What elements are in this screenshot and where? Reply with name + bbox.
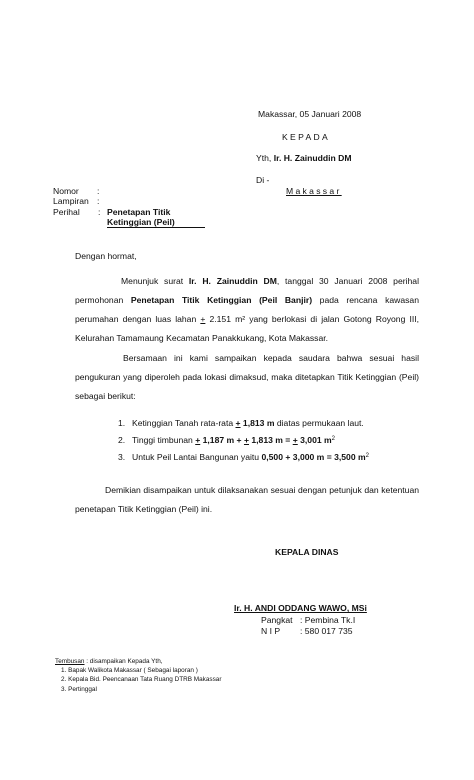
perihal-label: Perihal: [53, 207, 80, 217]
list-item: 3. Untuk Peil Lantai Bangunan yaitu 0,500 + 3,000 m = 3,500 $m^2$: [118, 452, 369, 462]
tembusan-item: 2. Kepala Bid. Peencanaan Tata Ruang DTRB Makassar: [61, 676, 222, 684]
signature-title: KEPALA DINAS: [275, 547, 339, 557]
paragraph-3: Demikian disampaikan untuk dilaksanakan sesuai dengan petunjuk dan ketentuan penetapan Titik Ketinggian (Peil) ini.: [75, 485, 419, 514]
tembusan-header: Tembusan : disampaikan Kepada Yth,: [55, 658, 163, 665]
peil-list: [118, 418, 369, 469]
perihal-colon: :: [98, 207, 101, 217]
list-item: 2. Tinggi timbunan + 1,187 m + + 1,813 m = + 3,001 $m^2$: [118, 435, 336, 445]
recipient-name: Ir. H. Zainuddin DM: [273, 153, 352, 163]
yth-prefix: Yth,: [256, 153, 272, 163]
nip-label: N I P: [261, 626, 281, 636]
city-name: Makassar: [286, 186, 342, 196]
tembusan-block: [55, 657, 221, 694]
tembusan-item: 3. Pertinggal: [61, 685, 97, 693]
pangkat-label: Pangkat: [261, 615, 293, 625]
list-item: 1. Ketinggian Tanah rata-rata + 1,813 m diatas permukaan laut.: [118, 418, 364, 428]
tembusan-item: 1. Bapak Walikota Makassar ( Sebagai laporan ): [61, 667, 198, 675]
kepada-heading: KEPADA: [282, 132, 331, 142]
nip-value: : 580 017 735: [300, 626, 353, 636]
paragraph-2: Bersamaan ini kami sampaikan kepada saudara bahwa sesuai hasil pengukuran yang diperoleh pada lokasi dimaksud, maka ditetapkan Titik Ketinggian (Peil) sebagai berikut:: [75, 353, 419, 401]
lampiran-label: Lampiran: [53, 196, 89, 206]
place-date: Makassar, 05 Januari 2008: [258, 109, 362, 119]
recipient-line: [256, 153, 352, 163]
nomor-label: Nomor: [53, 186, 79, 196]
di-label: Di -: [256, 175, 270, 185]
salutation: Dengan hormat,: [75, 251, 137, 261]
nomor-colon: :: [97, 186, 100, 196]
pangkat-value: : Pembina Tk.I: [300, 615, 356, 625]
signature-name: Ir. H. ANDI ODDANG WAWO, MSi: [234, 603, 367, 613]
perihal-line2: Ketinggian (Peil): [107, 217, 205, 228]
perihal-line1: Penetapan Titik: [107, 207, 171, 217]
lampiran-colon: :: [97, 196, 100, 206]
paragraph-1: Menunjuk surat Ir. H. Zainuddin DM, tanggal 30 Januari 2008 perihal permohonan Penetapan Titik Ketinggian (Peil Banjir) pada rencana kawasan perumahan dengan luas lahan + 2.151 m² yang berlokasi di jalan Gotong Royong III, Kelurahan Tamamaung Kecamatan Panakkukang, Kota Makassar.: [75, 276, 420, 343]
